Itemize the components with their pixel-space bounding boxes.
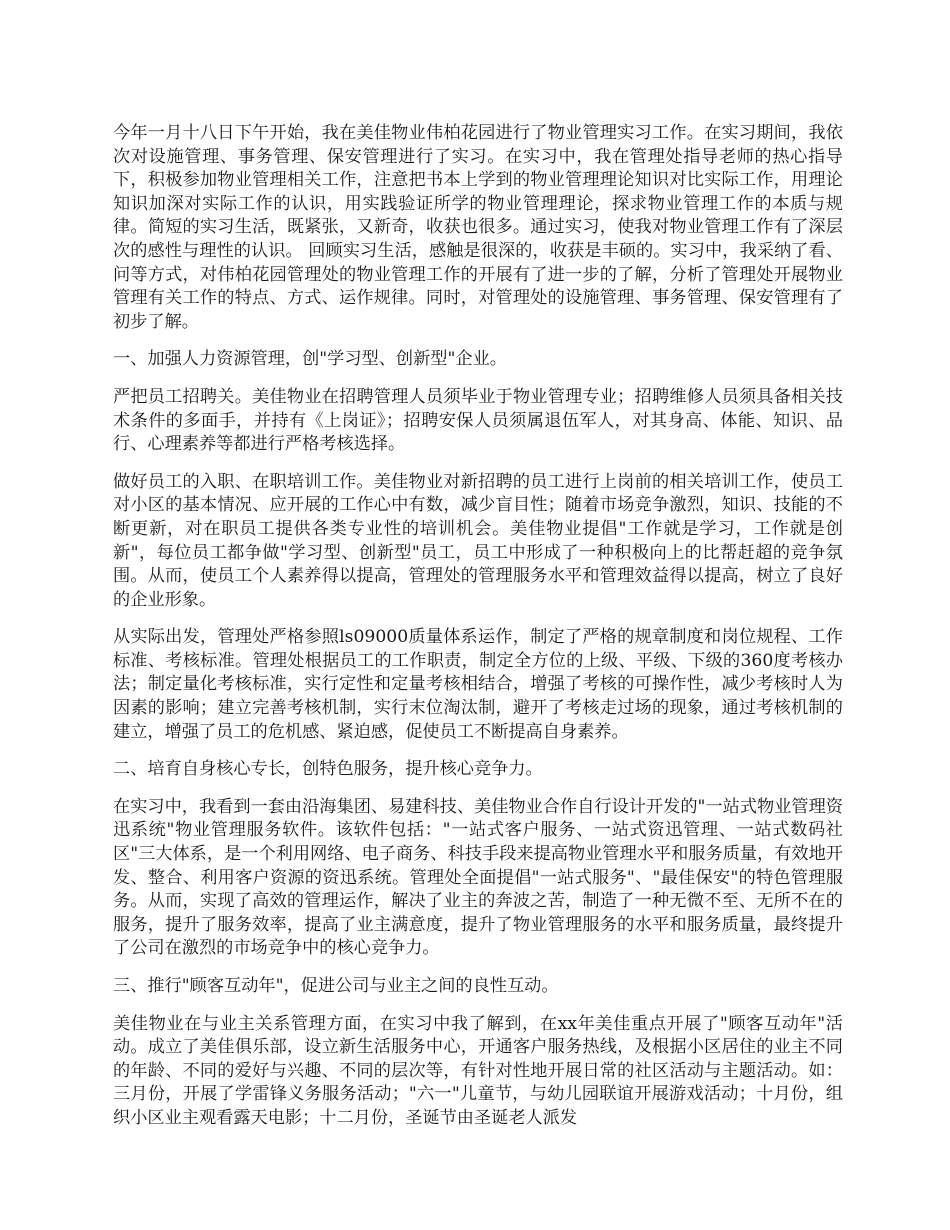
paragraph-assessment: 从实际出发，管理处严格参照ls09000质量体系运作，制定了严格的规章制度和岗位规程、工作标准、考核标准。管理处根据员工的工作职责，制定全方位的上级、平级、下级的360度考核办法；制定量化考核标准，实行定性和定量考核相结合，增强了考核的可操作性，减少考核时人为因素的影响；建立完善考核机制，实行末位淘汰制，避开了考核走过场的现象，通过考核机制的建立，增强了员工的危机感、紧迫感，促使员工不断提高自身素养。 — [113, 627, 843, 742]
paragraph-software: 在实习中，我看到一套由沿海集团、易建科技、美佳物业合作自行设计开发的"一站式物业管理资迅系统"物业管理服务软件。该软件包括："一站式客户服务、一站式资迅管理、一站式数码社区"三大体系，是一个利用网络、电子商务、科技手段来提高物业管理水平和服务质量，有效地开发、整合、利用客户资源的资迅系统。管理处全面提倡"一站式服务"、"最佳保安"的特色管理服务。从而，实现了高效的管理运作，解决了业主的奔波之苦，制造了一种无微不至、无所不在的服务，提升了服务效率，提高了业主满意度，提升了物业管理服务的水平和服务质量，最终提升了公司在激烈的市场竞争中的核心竞争力。 — [113, 796, 843, 959]
paragraph-recruitment: 严把员工招聘关。美佳物业在招聘管理人员须毕业于物业管理专业；招聘维修人员须具备相关技术条件的多面手，并持有《上岗证》；招聘安保人员须属退伍军人，对其身高、体能、知识、品行、心理素养等都进行严格考核选择。 — [113, 386, 843, 455]
section-heading-1: 一、加强人力资源管理，创"学习型、创新型"企业。 — [113, 349, 507, 370]
paragraph-intro: 今年一月十八日下午开始，我在美佳物业伟柏花园进行了物业管理实习工作。在实习期间，我依次对设施管理、事务管理、保安管理进行了实习。在实习中，我在管理处指导老师的热心指导下，积极参加物业管理相关工作，注意把书本上学到的物业管理理论知识对比实际工作，用理论知识加深对实际工作的认识，用实践验证所学的物业管理理论，探求物业管理工作的本质与规律。简短的实习生活，既紧张，又新奇，收获也很多。通过实习，使我对物业管理工作有了深层次的感性与理性的认识。 回顾实习生活，感触是很深的，收获是丰硕的。实习中，我采纳了看、问等方式，对伟柏花园管理处的物业管理工作的开展有了进一步的了解，分析了管理处开展物业管理有关工作的特点、方式、运作规律。同时，对管理处的设施管理、事务管理、保安管理有了初步了解。 — [113, 123, 843, 332]
section-heading-2: 二、培育自身核心专长，创特色服务，提升核心竞争力。 — [113, 759, 543, 780]
document-body — [113, 122, 843, 1145]
section-heading-3: 三、推行"顾客互动年"，促进公司与业主之间的良性互动。 — [113, 976, 559, 996]
paragraph-customer-interaction: 美佳物业在与业主关系管理方面，在实习中我了解到，在xx年美佳重点开展了"顾客互动年"活动。成立了美佳俱乐部，设立新生活服务中心，开通客户服务热线，及根据小区居住的业主不同的年龄、不同的爱好与兴趣、不同的层次等，有针对性地开展日常的社区活动与主题活动。如：三月份，开展了学雷锋义务服务活动；"六一"儿童节，与幼儿园联谊开展游戏活动；十月份，组织小区业主观看露天电影；十二月份，圣诞节由圣诞老人派发 — [113, 1013, 843, 1128]
paragraph-training: 做好员工的入职、在职培训工作。美佳物业对新招聘的员工进行上岗前的相关培训工作，使员工对小区的基本情况、应开展的工作心中有数，减少盲目性；随着市场竞争激烈，知识、技能的不断更新，对在职员工提供各类专业性的培训机会。美佳物业提倡"工作就是学习，工作就是创新"，每位员工都争做"学习型、创新型"员工，员工中形成了一种积极向上的比帮赶超的竞争氛围。从而，使员工个人素养得以提高，管理处的管理服务水平和管理效益得以提高，树立了良好的企业形象。 — [113, 471, 843, 610]
